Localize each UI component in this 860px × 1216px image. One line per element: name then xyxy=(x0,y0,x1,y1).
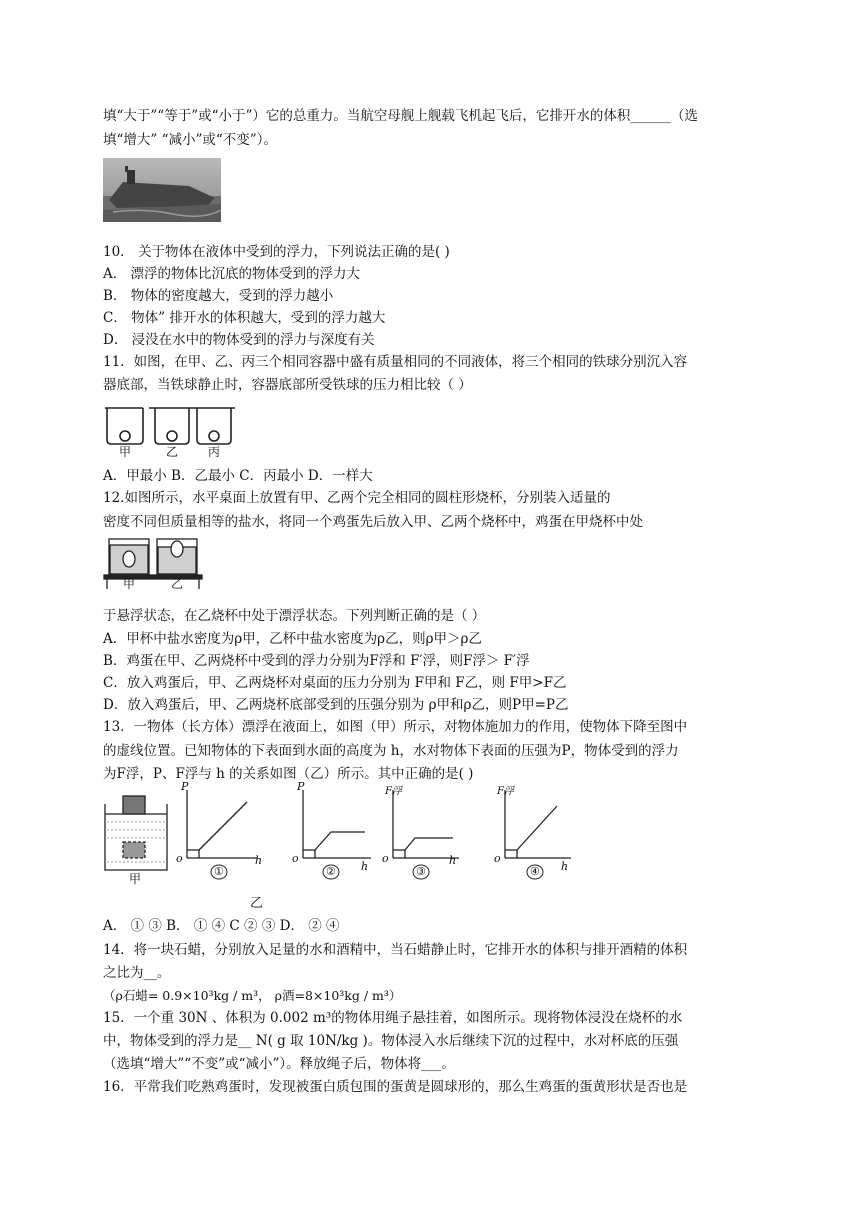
option-10b: B． 物体的密度越大，受到的浮力越小 xyxy=(103,288,334,304)
option-12d: D．放入鸡蛋后，甲、乙两烧杯底部受到的压强分别为 ρ甲和ρ乙，则P甲=P乙 xyxy=(103,697,569,713)
question-11-cont: 器底部，当铁球静止时，容器底部所受铁球的压力相比较（ ） xyxy=(103,377,472,393)
beaker-label-jia: 甲 xyxy=(123,577,136,591)
question-13-cont: 的虚线位置。已知物体的下表面到水面的高度为 h，水对物体下表面的压强为P，物体受到的浮力 xyxy=(103,743,679,759)
question-12: 12.如图所示，水平桌面上放置有甲、乙两个完全相同的圆柱形烧杯，分别装入适量的 xyxy=(103,490,611,506)
figure-caption: 乙 xyxy=(250,896,264,911)
options-13: A． ① ③ B． ① ④ C ② ③ D． ② ④ xyxy=(103,918,340,934)
option-12b: B．鸡蛋在甲、乙两烧杯中受到的浮力分别为F浮和 F′浮，则F浮＞ F′浮 xyxy=(103,653,530,669)
three-containers-figure xyxy=(103,402,243,458)
text-line: 填“增大” “减小”或“不变”）。 xyxy=(103,132,277,148)
container-label-bing: 丙 xyxy=(208,445,221,459)
question-13-cont2: 为F浮，P、F浮与 h 的关系如图（乙）所示。其中正确的是( ) xyxy=(103,766,474,782)
graph2-y-axis-label: P xyxy=(297,780,305,793)
container-label-yi: 乙 xyxy=(166,445,179,459)
beaker-label-yi: 乙 xyxy=(171,577,184,591)
question-14-cont: 之比为__。 xyxy=(103,965,171,981)
container-label: 甲 xyxy=(129,872,142,886)
options-11: A．甲最小 B．乙最小 C．丙最小 D．一样大 xyxy=(103,468,373,484)
graph4-x-axis-label: h xyxy=(561,860,569,873)
graph4-number: ④ xyxy=(530,865,540,878)
question-13: 13．一物体（长方体）漂浮在液面上，如图（甲）所示，对物体施加力的作用，使物体下降至图中 xyxy=(103,719,688,735)
question-15: 15．一个重 30N 、体积为 0.002 m³的物体用绳子悬挂着，如图所示。现将物体浸没在烧杯的水 xyxy=(103,1010,683,1026)
graph3-origin-label: o xyxy=(382,852,389,865)
graph3-x-axis-label: h xyxy=(449,854,457,867)
graph2-origin-label: o xyxy=(292,852,299,865)
question-16: 16．平常我们吃熟鸡蛋时，发现被蛋白质包围的蛋黄是圆球形的，那么生鸡蛋的蛋黄形状是否也是 xyxy=(103,1079,688,1095)
buoyancy-graphs-figure xyxy=(103,780,583,911)
question-14: 14．将一块石蜡，分别放入足量的水和酒精中，当石蜡静止时，它排开水的体积与排开酒精的体积 xyxy=(103,942,688,958)
question-11: 11．如图，在甲、乙、丙三个相同容器中盛有质量相同的不同液体，将三个相同的铁球分别沉入容 xyxy=(103,354,688,370)
question-12-cont2: 于悬浮状态，在乙烧杯中处于漂浮状态。下列判断正确的是（ ） xyxy=(103,608,486,624)
graph4-origin-label: o xyxy=(494,852,501,865)
question-15-cont: 中，物体受到的浮力是__ N( g 取 10N/kg )。物体浸入水后继续下沉的过程中，水对杯底的压强 xyxy=(103,1033,679,1049)
option-12c: C．放入鸡蛋后，甲、乙两烧杯对桌面的压力分别为 F甲和 F乙，则 F甲>F乙 xyxy=(103,675,567,691)
graph1-y-axis-label: P xyxy=(181,780,189,793)
container-label-jia: 甲 xyxy=(119,445,132,459)
graph1-number: ① xyxy=(214,865,224,878)
option-10c: C． 物体” 排开水的体积越大，受到的浮力越大 xyxy=(103,310,386,326)
beakers-figure xyxy=(103,535,203,591)
text-line: 填“大于”“等于”或“小于”）它的总重力。当航空母舰上舰载飞机起飞后，它排开水的体积______（选 xyxy=(103,108,698,124)
graph2-number: ② xyxy=(326,865,336,878)
density-note: （ρ石蜡= 0.9×10³kg / m³， ρ酒=8×10³kg / m³） xyxy=(103,988,402,1003)
question-10: 10． 关于物体在液体中受到的浮力，下列说法正确的是( ) xyxy=(103,244,450,260)
option-12a: A．甲杯中盐水密度为ρ甲，乙杯中盐水密度为ρ乙，则ρ甲＞ρ乙 xyxy=(103,631,482,647)
graph1-x-axis-label: h xyxy=(255,854,263,867)
graph3-y-axis-label: F浮 xyxy=(385,786,402,797)
aircraft-carrier-photo xyxy=(103,158,221,222)
option-10d: D． 浸没在水中的物体受到的浮力与深度有关 xyxy=(103,332,375,348)
graph4-y-axis-label: F浮 xyxy=(497,786,514,797)
graph3-number: ③ xyxy=(416,865,426,878)
question-15-cont2: （选填“增大”“不变”或“减小”）。释放绳子后，物体将___。 xyxy=(103,1056,455,1072)
graph2-x-axis-label: h xyxy=(361,860,369,873)
question-12-cont: 密度不同但质量相等的盐水，将同一个鸡蛋先后放入甲、乙两个烧杯中，鸡蛋在甲烧杯中处 xyxy=(103,514,643,530)
graph1-origin-label: o xyxy=(176,852,183,865)
option-10a: A． 漂浮的物体比沉底的物体受到的浮力大 xyxy=(103,266,361,282)
